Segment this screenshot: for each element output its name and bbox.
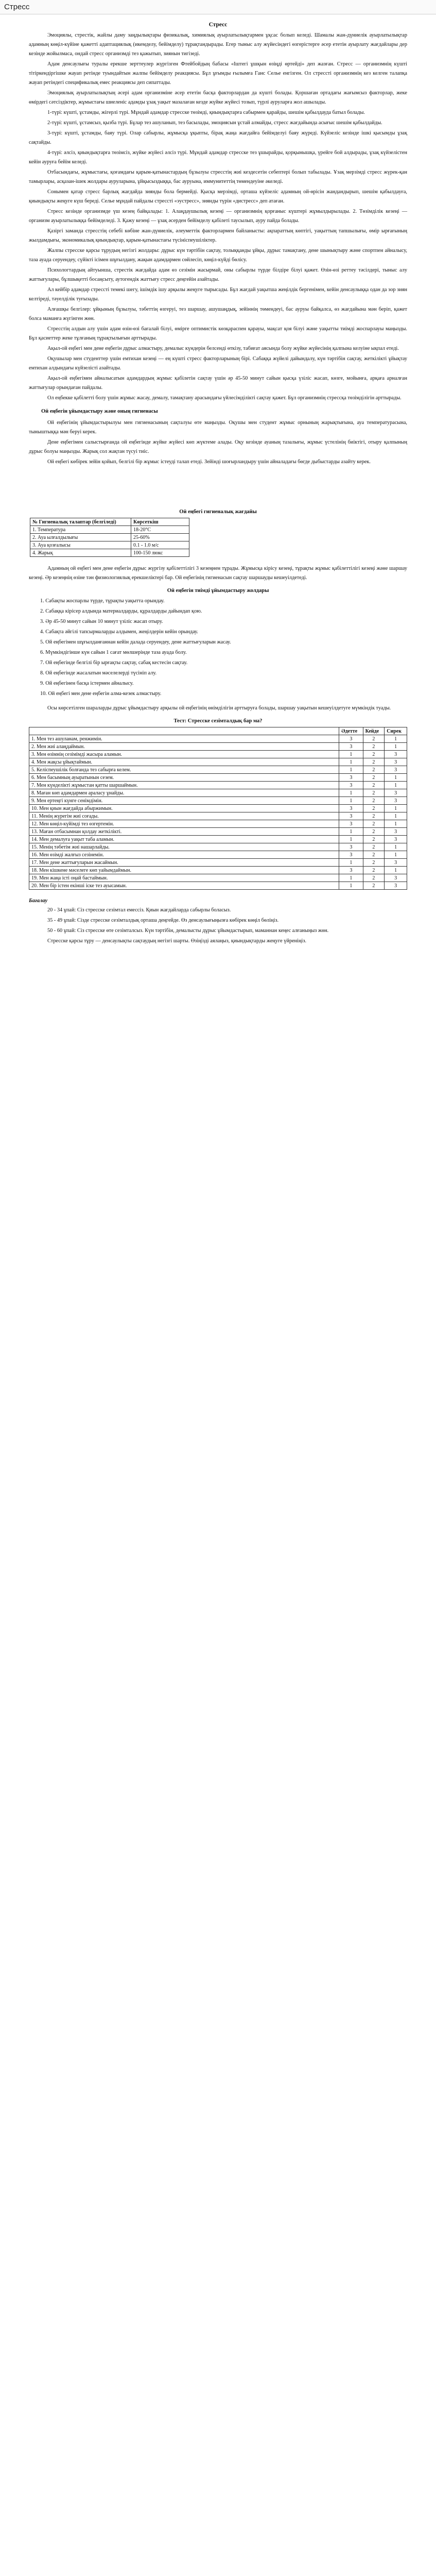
table-cell: 1	[339, 797, 363, 805]
answers-title: Бағалау	[29, 898, 48, 904]
paragraph: 50 - 60 ұпай: Сіз стресске өте сезімталсыз. Күн тәртібін, демалысты дұрыс ұйымдастырып, маманнан кеңес алғаныңыз жөн.	[47, 928, 329, 934]
table-cell: 3	[339, 867, 363, 874]
paragraph: Адамның ой еңбегі мен дене еңбегін дұрыс жүргізу қабілеттілігі 3 кезеңнен тұрады. Жұмысқа кірісу кезеңі, тұрақты жұмыс қабілеттілігі кезеңі және шаршау кезеңі. Әр кезеңнің өзіне тән физиологиялық ерекшеліктері бар. Ой еңбегінің гигиенасын сақтау шаршауды кешеуілдетеді.	[29, 566, 407, 581]
table-cell: 19. Мен жаңа істі оңай бастаймын.	[29, 874, 339, 882]
table-cell: 0.1 - 1.0 м/с	[131, 541, 189, 549]
list-item: 9. Ой еңбегінен басқа істермен айналысу.	[40, 681, 134, 686]
paragraph: Оқушылар мен студенттер үшін емтихан кезеңі — ең күшті стресс факторларының бірі. Сабаққа жүйелі дайындалу, күн тәртібін сақтау, жеткілікті ұйықтау емтихан алдындағы күйзелісті азайтады.	[29, 356, 407, 371]
table-cell: 3	[385, 789, 407, 797]
table-cell: 20. Мен бір істен екінші іске тез ауысамын.	[29, 882, 339, 890]
paragraph: Алғашқы белгілер: ұйқының бұзылуы, тәбеттің өзгеруі, тез шаршау, ашушаңдық, зейіннің төмендеуі, бас ауруы байқалса, өз жағдайына мән беріп, қажет болса маманға жүгінген жөн.	[29, 307, 407, 321]
table-cell: 1	[385, 843, 407, 851]
table-header-cell	[29, 727, 339, 735]
table-cell: 13. Маған отбасымнан қолдау жеткілікті.	[29, 828, 339, 836]
table-cell: 3	[339, 774, 363, 782]
table-row	[29, 751, 407, 758]
table-cell: 16. Мен өзімді жалғыз сезінемін.	[29, 851, 339, 859]
table-cell: 2	[363, 836, 385, 843]
table-cell: 12. Мен көңіл-күйімді тез өзгертемін.	[29, 820, 339, 828]
table-header-row	[30, 518, 189, 526]
table-cell: 1	[385, 812, 407, 820]
list-item: 10. Ой еңбегі мен дене еңбегін алма-кезек алмастыру.	[40, 691, 162, 697]
table-cell: 1	[385, 735, 407, 743]
table-cell: 1	[339, 789, 363, 797]
table-row	[29, 735, 407, 743]
table-cell: 2	[363, 820, 385, 828]
table-cell: 2	[363, 774, 385, 782]
table-row	[29, 812, 407, 820]
blank-space	[29, 947, 407, 1792]
table-cell: 3	[385, 836, 407, 843]
table-row	[29, 820, 407, 828]
table-cell: 1	[385, 805, 407, 812]
table-cell: 1	[385, 782, 407, 789]
table-cell: 2	[363, 812, 385, 820]
paragraph: Ой еңбегі көбірек зейін қойып, белгілі бір жұмыс істеуді талап етеді. Зейінді шоғырландыру үшін айналадағы бөгде дыбыстарды азайту керек.	[47, 459, 371, 465]
intro-section	[29, 31, 407, 403]
paragraph: Эмоциялық ауырлатылықтың әсері адам организміне әсер ететін басқа факторлардан да күшті болады. Қоршаған ортадағы жағымсыз факторлар, жеке өмірдегі сәтсіздіктер, жұмыстағы шиеленіс адамды ұзақ уақыт мазалаған кезде жүйке жүйесі тозып, түрлі ауруларға жол ашылады.	[29, 90, 407, 105]
list-item: 3. Әр 45-50 минут сайын 10 минут үзіліс жасап отыру.	[40, 619, 163, 624]
table-cell: 3. Ауа қозғалысы	[30, 541, 131, 549]
table-title: Ой еңбегі гигиеналық жағдайы	[179, 509, 257, 515]
paragraph: 2-түрі: күшті, ұстамсыз, қызба түрі. Бұлар тез ашуланып, тез басылады, эмоциясын ұстай алмайды, стресс жағдайында асығыс шешім қабылдайды.	[47, 120, 382, 126]
list-item: 2. Сабаққа кірісер алдында материалдарды, құралдарды дайындап қою.	[40, 608, 202, 614]
table-row	[29, 789, 407, 797]
table-cell: 3	[385, 758, 407, 766]
table-cell: 7. Мен күнделікті жұмыстан қатты шаршаймын.	[29, 782, 339, 789]
table-cell: 3	[385, 751, 407, 758]
test-title: Тест: Стресске сезімталдық бар ма?	[173, 718, 263, 724]
paragraph: Адам денсаулығы туралы ерекше зерттеулер жүргізген Фтейбойдың бабасы «Іштегі ұшқын өзіңді өртейді» деп жазған. Стресс — организмнің күшті тітіркендіргішке жауап ретінде туындайтын жалпы бейімделу реакциясы. Бұл ұғымды ғылымға Ганс Селье енгізген. Ол стрессті организмнің кез келген талапқа жауап ретіндегі спецификалық емес реакциясы деп сипаттады.	[29, 61, 407, 86]
table-cell: 5. Келіспеушілік болғанда тез сабырға келем.	[29, 766, 339, 774]
table-row	[29, 843, 407, 851]
table-cell: 2	[363, 859, 385, 867]
table-cell: 11. Менің жүрегім жиі соғады.	[29, 812, 339, 820]
table-cell: 3	[385, 874, 407, 882]
paragraph: Қазіргі заманда стресстің себебі көбіне жан-дүниелік, әлеуметтік факторлармен байланысты: ақпараттың көптігі, уақыттың тапшылығы, өмір ырғағының жылдамдығы, экономикалық қиындықтар, қарым-қатынастағы түсініспеушіліктер.	[29, 228, 407, 243]
table-cell: 1. Мен тез ашуланам, ренжимін.	[29, 735, 339, 743]
table-header-cell: Әдетте	[339, 727, 363, 735]
list-item: 4. Сабақта әйгілі тапсырмаларды алдымен, жеңілдерін кейін орындау.	[40, 629, 198, 635]
table-cell: 3	[385, 859, 407, 867]
paragraph: 35 - 49 ұпай: Сізде стресске сезімталдық орташа деңгейде. Өз денсаулығыңызға көбірек көңіл бөліңіз.	[47, 918, 279, 923]
blank-space	[29, 468, 407, 504]
paragraph: 3-түрі: күшті, ұстамды, баяу түрі. Олар сабырлы, жұмысқа ұқыпты, бірақ жаңа жағдайға бейімделуі баяу жүреді. Күйзеліс кезінде ішкі қысымды ұзақ сақтайды.	[29, 130, 407, 145]
table-cell: 1	[339, 836, 363, 843]
document	[29, 14, 407, 1802]
table-row	[29, 805, 407, 812]
table-cell: 2	[363, 782, 385, 789]
table-cell: 2	[363, 851, 385, 859]
paragraph: Жалпы стресске қарсы тұрудың негізгі жолдары: дұрыс күн тәртібін сақтау, толыққанды ұйқы, дұрыс тамақтану, дене шынықтыру және спортпен айналысу, таза ауада серуендеу, сүйікті ісімен шұғылдану, жақын адамдармен сөйлесіп, көңіл-күйді бөлісу.	[29, 248, 407, 263]
paragraph: Стресстің алдын алу үшін адам өзін-өзі бағалай білуі, өмірге оптимистік көзқараспен қарауы, мақсат қоя білуі және уақытты тиімді жоспарлауы маңызды. Бұл қасиеттер жеке тұлғаның тұрақтылығын арттырады.	[29, 326, 407, 341]
table-row	[30, 541, 189, 549]
table-cell: 100-150 люкс	[131, 549, 189, 557]
paragraph: Ал кейбір адамдар стрессті темекі шегу, ішімдік ішу арқылы жеңуге тырысады. Бұл жағдай уақытша жеңілдік бергенімен, кейін денсаулыққа одан да зор зиян келтіреді, тәуелділік туғызады.	[29, 287, 407, 302]
table-cell: 2	[363, 758, 385, 766]
table-cell: 6. Мен басымның ауыратынын сезем.	[29, 774, 339, 782]
table-header-row	[29, 727, 407, 735]
paragraph: 20 - 34 ұпай: Сіз стресске сезімтал емессіз. Қиын жағдайларда сабырлы боласыз.	[47, 907, 231, 913]
numbered-list	[29, 597, 407, 699]
table-cell: 14. Мен демалуға уақыт таба аламын.	[29, 836, 339, 843]
table-cell: 3	[339, 843, 363, 851]
table-row	[30, 526, 189, 534]
table-row	[29, 859, 407, 867]
table-header-cell: Көрсеткіш	[131, 518, 189, 526]
paragraph: Стресс кезінде организмде үш кезең байқалады: 1. Алаңдаушылық кезеңі — организмнің қорғаныс күштері жұмылдырылады. 2. Төзімділік кезеңі — организм ауырлатылыққа бейімделеді. 3. Қажу кезеңі — ұзақ әсерден бейімделу қабілеті таусылып, ауру пайда болады.	[29, 209, 407, 224]
table-cell: 2	[363, 743, 385, 751]
paragraph: Ақыл-ой еңбегімен айналысатын адамдардың жұмыс қабілетін сақтау үшін әр 45-50 минут сайын қысқа үзіліс жасап, көзге, мойынға, арқаға арналған жаттығулар орындаған пайдалы.	[29, 376, 407, 391]
table-cell: 3	[339, 812, 363, 820]
table-row	[29, 758, 407, 766]
paragraph: Ол еңбекке қабілетті болу үшін жұмыс жасау, демалу, тамақтану арасындағы үйлесімділікті сақтау қажет. Бұл организмнің стрессқа төзімділігін арттырады.	[47, 395, 402, 401]
table-row	[29, 774, 407, 782]
table-header-cell: № Гигиеналық талаптар (белгіледі)	[30, 518, 131, 526]
table-row	[29, 851, 407, 859]
table-cell: 10. Мен қиын жағдайда абыржимын.	[29, 805, 339, 812]
table-cell: 1	[339, 882, 363, 890]
table-cell: 3	[339, 820, 363, 828]
table-cell: 3	[385, 882, 407, 890]
stress-test-table	[29, 727, 407, 890]
table-cell: 25-60%	[131, 534, 189, 541]
table-cell: 2	[363, 789, 385, 797]
table-row	[29, 836, 407, 843]
table-row	[29, 782, 407, 789]
table-cell: 2. Ауа ылғалдылығы	[30, 534, 131, 541]
table-row	[29, 743, 407, 751]
table-row	[29, 867, 407, 874]
table-cell: 18. Мен кішкене мәселеге көп уайымдаймын.	[29, 867, 339, 874]
table-cell: 2	[363, 735, 385, 743]
paragraph: Ақыл-ой еңбегі мен дене еңбегін дұрыс алмастыру, демалыс күндерін белсенді өткізу, табиғат аясында болу жүйке жүйесінің қалпына келуіне ықпал етеді.	[47, 346, 399, 351]
list-item: 1. Сабақты жоспарлы түрде, тұрақты уақытта орындау.	[40, 598, 165, 604]
section-heading: Ой еңбегін ұйымдастыру және оның гигиенасы	[41, 409, 158, 414]
paragraph: Дене еңбегімен салыстырғанда ой еңбегінде жүйке жүйесі көп жүктеме алады. Оқу кезінде ауаның тазалығы, жұмыс үстелінің биіктігі, отыру қалпының дұрыс болуы маңызды. Жарық сол жақтан түсуі тиіс.	[29, 439, 407, 454]
table-cell: 2	[363, 867, 385, 874]
list-item: 5. Ой еңбегімен шұғылданғаннан кейін далада серуендеу, дене жаттығуларын жасау.	[40, 639, 231, 645]
table-cell: 3	[385, 797, 407, 805]
table-cell: 2	[363, 843, 385, 851]
table-cell: 1	[385, 867, 407, 874]
table-cell: 3	[339, 805, 363, 812]
paragraph: Осы көрсетілген шараларды дұрыс ұйымдастыру арқылы ой еңбегінің өнімділігін арттыруға болады, шаршау уақытын кешеуілдетуге мүмкіндік туады.	[47, 705, 391, 711]
table-header-cell: Кейде	[363, 727, 385, 735]
table-cell: 1	[385, 743, 407, 751]
table-cell: 1	[339, 751, 363, 758]
table-cell: 4. Мен жақсы ұйықтаймын.	[29, 758, 339, 766]
paragraph: 4-түрі: әлсіз, қиындықтарға төзімсіз, жүйке жүйесі әлсіз түрі. Мұндай адамдар стресске тез ұшырайды, қорқынышқа, үрейге бой алдырады, ұзақ күйзелістен кейін ауруға бейім келеді.	[29, 150, 407, 165]
table-cell: 8. Маған көп адамдармен араласу ұнайды.	[29, 789, 339, 797]
list-item: 8. Ой еңбегінде жасалатын мәселелерді түсініп алу.	[40, 670, 157, 676]
doc-title: Стресс	[208, 22, 228, 28]
table-cell: 2	[363, 805, 385, 812]
table-row	[29, 766, 407, 774]
table-cell: 1	[339, 828, 363, 836]
paragraph: Стресске қарсы тұру — денсаулықты сақтаудың негізгі шарты. Өзіңізді аялаңыз, қиындықтарды жеңуге үйреніңіз.	[47, 938, 307, 944]
table-cell: 3	[385, 766, 407, 774]
window-title-bar	[0, 0, 436, 14]
table-cell: 15. Менің тәбетім жиі нашарлайды.	[29, 843, 339, 851]
table-row	[29, 828, 407, 836]
paragraph: Ой еңбегінің ұйымдастырылуы мен гигиенасының сақталуы өте маңызды. Оқушы мен студент жұмыс орнының жарықтығына, ауа температурасына, тыныштыққа мән беруі керек.	[29, 420, 407, 435]
table-cell: 1	[385, 820, 407, 828]
table-row	[30, 534, 189, 541]
paragraph: Отбасындағы, жұмыстағы, қоғамдағы қарым-қатынастардың бұзылуы стресстің жиі кездесетін себептері болып табылады. Ұзақ мерзімді стресс жүрек-қан тамырлары, асқазан-ішек жолдары ауруларына, ұйқысыздыққа, бас ауруына, иммунитеттің төмендеуіне әкеледі.	[29, 170, 407, 184]
table-cell: 2	[363, 766, 385, 774]
list-item: 7. Ой еңбегінде белгілі бір ырғақты сақтау, сабақ кестесін сақтау.	[40, 660, 188, 666]
table-row	[29, 874, 407, 882]
table-cell: 1	[385, 774, 407, 782]
table-cell: 1	[339, 758, 363, 766]
table-cell: 2	[363, 874, 385, 882]
window-title: Стресс	[4, 3, 30, 11]
table-cell: 1	[339, 859, 363, 867]
hygiene-table	[30, 518, 189, 557]
table-cell: 3. Мен өзімнің сезімімді жасыра аламын.	[29, 751, 339, 758]
table-cell: 18-20°С	[131, 526, 189, 534]
table-cell: 3	[339, 851, 363, 859]
table-cell: 3	[339, 735, 363, 743]
table-cell: 2	[363, 882, 385, 890]
table-cell: 3	[339, 743, 363, 751]
table-cell: 17. Мен дене жаттығуларын жасаймын.	[29, 859, 339, 867]
table-cell: 2	[363, 797, 385, 805]
table-cell: 3	[339, 782, 363, 789]
paragraph: 1-түрі: күшті, ұстамды, жігерлі түрі. Мұндай адамдар стресске төзімді, қиындықтарға сабырмен қарайды, шешім қабылдауда батыл болады.	[47, 110, 365, 115]
table-cell: 9. Мен ертеңгі күнге сенімдімін.	[29, 797, 339, 805]
table-cell: 2	[363, 828, 385, 836]
table-cell: 3	[385, 828, 407, 836]
table-cell: 1. Температура	[30, 526, 131, 534]
table-cell: 1	[339, 874, 363, 882]
table-cell: 2. Мен жиі алаңдаймын.	[29, 743, 339, 751]
section-heading: Ой еңбегін тиімді ұйымдастыру жолдары	[167, 588, 269, 594]
paragraph: Эмоциялы, стрестік, жайлы даму заңдылықтары физикалық, химиялық ауырлатылықтармен ұқсас болып келеді. Шамалы жан-дүниелік ауырлатылықтар адамның көңіл-күйіне қажетті адаптациялық (икемделу, бейімделу) тұрақтандырады. Егер тыныс алу жүйесіндегі өзгерістерге әсер ететін ауырлату жағдайлары дер кезінде жойылмаса, ондай стресс организмді тез қажытып, зиянын тигізеді.	[29, 32, 407, 57]
paragraph: Сонымен қатар стресс барлық жағдайда зиянды бола бермейді. Қысқа мерзімді, орташа күйзеліс адамның ой-өрісін жандандырып, шешім қабылдауға, қиындықты жеңуге күш береді. Селье мұндай пайдалы стрессті «эустресс», зиянды түрін «дистресс» деп атаған.	[29, 189, 407, 204]
list-item: 6. Мүмкіндігінше күн сайын 1 сағат мөлшерінде таза ауада болу.	[40, 650, 187, 655]
table-row	[29, 797, 407, 805]
table-cell: 1	[385, 851, 407, 859]
table-row	[30, 549, 189, 557]
table-cell: 1	[339, 766, 363, 774]
paragraph: Психологтардың айтуынша, стрестік жағдайда адам өз сезімін жасырмай, оны сабырлы түрде білдіре білуі қажет. Өзін-өзі реттеу тәсілдері, тыныс алу жаттығулары, бұлшықетті босаңсыту, аутогендік жаттығу стресс деңгейін азайтады.	[29, 267, 407, 282]
table-cell: 2	[363, 751, 385, 758]
table-row	[29, 882, 407, 890]
table-cell: 4. Жарық	[30, 549, 131, 557]
table-header-cell: Сирек	[385, 727, 407, 735]
